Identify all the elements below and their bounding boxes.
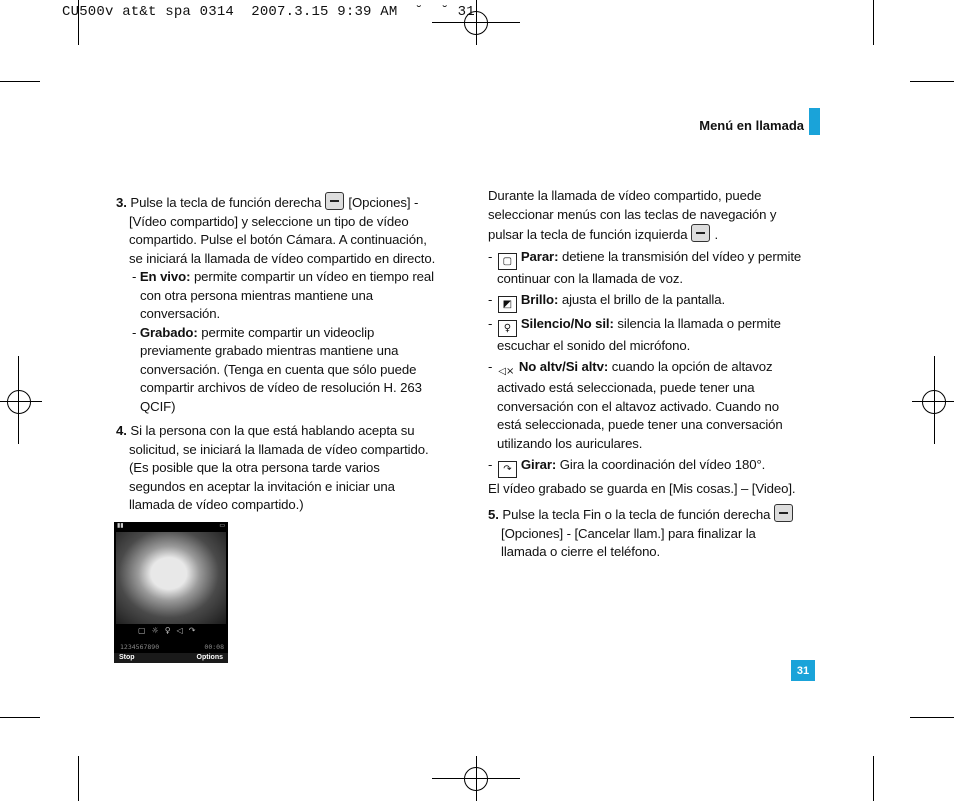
item-text: conversación con el altavoz activado. Cuando no <box>497 398 779 414</box>
item-text: silencia la llamada o permite <box>617 316 781 331</box>
section-title: Menú en llamada <box>699 118 804 133</box>
step-text: (Es posible que la otra persona tarde varios <box>129 460 380 475</box>
brightness-icon: ◩ <box>498 296 517 313</box>
print-slug: CU500v at&t spa 0314 2007.3.15 9:39 AM ˘ ˘ 31 <box>62 4 475 20</box>
item-text: Gira la coordinación del vídeo 180°. <box>559 457 766 472</box>
phone-screen-illustration <box>114 522 228 663</box>
step-text: [Opciones] - <box>348 195 419 210</box>
item-text: está seleccionada, puede tener una conversación <box>497 417 783 432</box>
speaker-icon: ◁× <box>498 366 515 377</box>
step-text: [Opciones] - [Cancelar llam.] para finalizar la <box>501 525 756 541</box>
step-number: 5. <box>488 507 499 522</box>
mute-item: - ♀ Silencio/No sil: silencia la llamada o permite escuchar el sonido del micrófono. <box>488 315 823 356</box>
option-label: En vivo: <box>139 269 191 284</box>
option-text: conversación. (Tenga en cuenta que sólo puede <box>140 361 417 377</box>
video-control-icons: ▢☼♀◁↷ <box>138 626 202 635</box>
option-text: con otra persona mientras mantiene una <box>140 287 373 303</box>
step-number: 3. <box>116 195 127 210</box>
step-text: Si la persona con la que está hablando acepta su <box>130 423 415 438</box>
option-text: previamente grabado mientras mantiene una <box>140 343 399 358</box>
options-soft-key: Options <box>196 654 223 661</box>
item-label: Girar: <box>520 457 557 472</box>
item-text: ajusta el brillo de la pantalla. <box>561 292 726 307</box>
step-text: compartido. Pulse el botón Cámara. A continuación, <box>129 232 427 247</box>
rotate-icon: ↷ <box>498 461 517 478</box>
stop-soft-key: Stop <box>119 654 135 661</box>
item-text: detiene la transmisión del vídeo y permite <box>561 249 802 264</box>
end-soft-key-icon <box>774 504 793 522</box>
item-label: No altv/Si altv: <box>518 359 609 374</box>
option-label: Grabado: <box>139 324 198 340</box>
intro-text: Durante la llamada de vídeo compartido, puede <box>488 188 762 203</box>
step-3 <box>116 192 456 416</box>
option-text: QCIF) <box>140 398 176 414</box>
item-label: Brillo: <box>520 292 559 307</box>
saved-note: El vídeo grabado se guarda en [Mis cosas.] – [Video]. <box>488 481 796 496</box>
battery-icon: ▭ <box>219 523 225 529</box>
phone-number: 1234567890 <box>120 643 160 651</box>
step-text: segundos en aceptar la invitación e iniciar una <box>129 478 395 494</box>
stop-item: - ▢ Parar: detiene la transmisión del vídeo y permite continuar con la llamada de voz. <box>488 248 823 289</box>
step-text: [Vídeo compartido] y seleccione un tipo de vídeo <box>129 213 409 229</box>
option-text: compartir archivos de vídeo de resolución H. 263 <box>140 380 422 395</box>
step-text: llamada o cierre el teléfono. <box>501 544 661 559</box>
item-text: cuando la opción de altavoz <box>611 359 773 374</box>
intro-text: seleccionar menús con las teclas de navegación y <box>488 206 777 222</box>
stop-icon: ▢ <box>498 253 517 270</box>
section-accent-bar <box>809 108 820 135</box>
video-photo <box>116 532 226 624</box>
option-text: permite compartir un videoclip <box>201 324 375 340</box>
step-text: Pulse la tecla de función derecha <box>130 195 322 210</box>
step-text: solicitud, se iniciará la llamada de vídeo compartido. <box>129 441 429 457</box>
page-number: 31 <box>791 660 815 681</box>
mute-icon: ♀ <box>498 320 517 337</box>
option-text: conversación. <box>140 306 221 321</box>
step-text: se iniciará la llamada de vídeo compartido en directo. <box>129 250 436 266</box>
option-live: - En vivo: permite compartir un vídeo en tiempo real <box>132 269 434 284</box>
item-label: Silencio/No sil: <box>520 316 614 331</box>
phone-status-bar <box>114 522 228 532</box>
step-text: llamada de vídeo compartido.) <box>129 497 304 512</box>
intro-paragraph <box>488 187 823 245</box>
right-soft-key-icon <box>325 192 344 210</box>
intro-text: . <box>714 227 719 242</box>
intro-text: pulsar la tecla de función izquierda <box>488 227 688 242</box>
step-5 <box>488 504 823 562</box>
option-text: permite compartir un vídeo en tiempo real <box>193 269 434 284</box>
call-duration: 00:08 <box>204 643 224 651</box>
left-soft-key-icon <box>691 224 710 242</box>
brightness-item: - ◩ Brillo: ajusta el brillo de la pantalla. <box>488 291 823 313</box>
item-text: activado está seleccionada, puede tener una <box>497 380 755 395</box>
speaker-item: - ◁× No altv/Si altv: cuando la opción de altavoz activado está seleccionada, puede tener una conversación con el altavoz activado. Cuando no está seleccionada, puede tener una conversación utilizando los auriculares. <box>488 358 823 453</box>
signal-icon: ▮▮ <box>117 523 124 529</box>
item-label: Parar: <box>520 249 559 264</box>
soft-keys <box>114 653 228 663</box>
step-number: 4. <box>116 423 127 438</box>
item-text: continuar con la llamada de voz. <box>497 271 683 286</box>
item-text: escuchar el sonido del micrófono. <box>497 338 691 353</box>
step-4 <box>116 422 456 515</box>
step-text: Pulse la tecla Fin o la tecla de función derecha <box>502 507 771 522</box>
item-text: utilizando los auriculares. <box>497 435 643 451</box>
rotate-item: - ↷ Girar: Gira la coordinación del vídeo 180°. <box>488 456 823 478</box>
option-recorded: - Grabado: permite compartir un videoclip <box>132 324 375 340</box>
